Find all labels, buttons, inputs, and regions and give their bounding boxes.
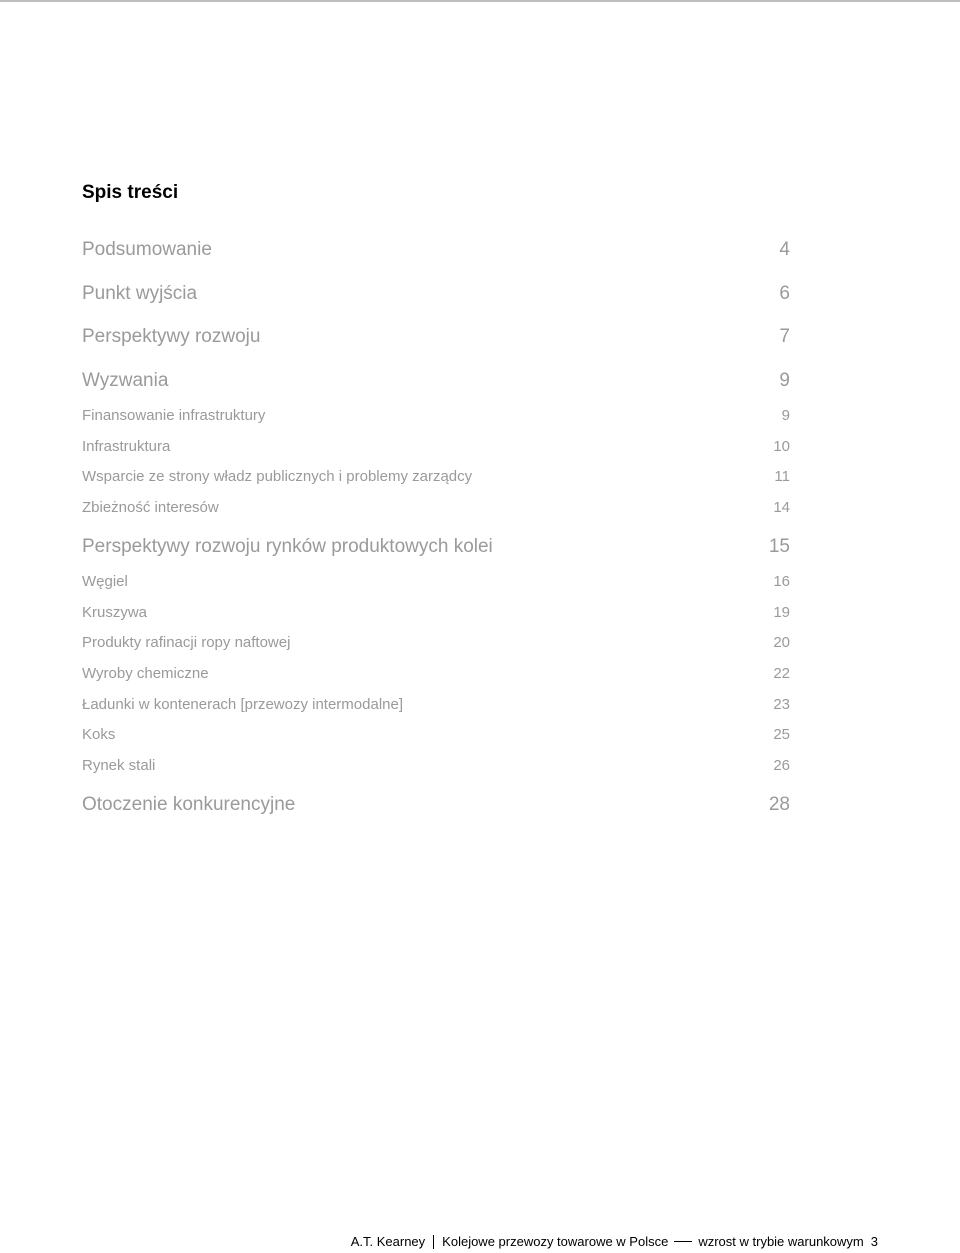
toc-entry-label: Perspektywy rozwoju	[82, 326, 261, 347]
toc-subentry[interactable]	[82, 604, 790, 624]
toc-entry-label: Podsumowanie	[82, 239, 212, 260]
toc-entry-label: Rynek stali	[82, 757, 156, 774]
toc-entry-label: Kruszywa	[82, 604, 148, 621]
toc-entry-page: 15	[768, 536, 790, 557]
footer-dash	[674, 1241, 692, 1242]
toc-entry[interactable]	[82, 283, 790, 307]
page-footer	[351, 1234, 878, 1249]
toc-entry-label: Finansowanie infrastruktury	[82, 407, 266, 424]
toc-entry-page: 4	[779, 239, 790, 260]
toc-subentry[interactable]	[82, 407, 790, 427]
footer-subtitle: wzrost w trybie warunkowym	[698, 1234, 864, 1249]
toc-entry-page: 22	[773, 665, 790, 682]
toc-entry[interactable]	[82, 536, 790, 560]
footer-report-title: Kolejowe przewozy towarowe w Polsce	[442, 1234, 669, 1249]
toc-entry-label: Wyzwania	[82, 370, 169, 391]
toc-entry[interactable]	[82, 239, 790, 263]
toc-entry-label: Ładunki w kontenerach [przewozy intermodalne]	[82, 696, 404, 713]
top-rule	[0, 0, 960, 2]
toc-entry-page: 20	[773, 634, 790, 651]
toc-subentry[interactable]	[82, 726, 790, 746]
toc-subentry[interactable]	[82, 499, 790, 519]
toc-entry-page: 28	[768, 794, 790, 815]
toc-entry-label: Koks	[82, 726, 116, 743]
toc-entry-label: Otoczenie konkurencyjne	[82, 794, 296, 815]
toc-entry-label: Wyroby chemiczne	[82, 665, 209, 682]
toc-entry-page: 19	[773, 604, 790, 621]
toc-entry-page: 11	[774, 468, 790, 485]
toc-entry-page: 16	[773, 573, 790, 590]
toc-entry[interactable]	[82, 370, 790, 394]
toc-entry-page: 9	[779, 370, 790, 391]
toc-subentry[interactable]	[82, 438, 790, 458]
toc-entry-page: 6	[779, 283, 790, 304]
toc-entry-label: Zbieżność interesów	[82, 499, 219, 516]
toc-entry-page: 7	[779, 326, 790, 347]
toc-subentry[interactable]	[82, 757, 790, 777]
toc-entry[interactable]	[82, 794, 790, 818]
toc-entry-page: 14	[773, 499, 790, 516]
toc-subentry[interactable]	[82, 573, 790, 593]
toc-entry-label: Infrastruktura	[82, 438, 171, 455]
footer-company: A.T. Kearney	[350, 1234, 426, 1249]
toc-entry-label: Perspektywy rozwoju rynków produktowych kolei	[82, 536, 493, 557]
toc-subentry[interactable]	[82, 634, 790, 654]
footer-separator	[433, 1235, 434, 1249]
toc-entry-label: Punkt wyjścia	[82, 283, 198, 304]
toc-title: Spis treści	[82, 182, 179, 203]
toc-entry-label: Produkty rafinacji ropy naftowej	[82, 634, 291, 651]
toc-entry-page: 9	[781, 407, 790, 424]
toc-entry-label: Węgiel	[82, 573, 128, 590]
toc-entry-label: Wsparcie ze strony władz publicznych i problemy zarządcy	[82, 468, 473, 485]
footer-page-number: 3	[870, 1234, 878, 1249]
toc-entry-page: 10	[773, 438, 790, 455]
toc-subentry[interactable]	[82, 468, 790, 488]
toc-entry-page: 26	[773, 757, 790, 774]
toc-entry[interactable]	[82, 326, 790, 350]
toc-subentry[interactable]	[82, 665, 790, 685]
toc-entry-page: 25	[773, 726, 790, 743]
toc-entry-page: 23	[773, 696, 790, 713]
toc-subentry[interactable]	[82, 696, 790, 716]
